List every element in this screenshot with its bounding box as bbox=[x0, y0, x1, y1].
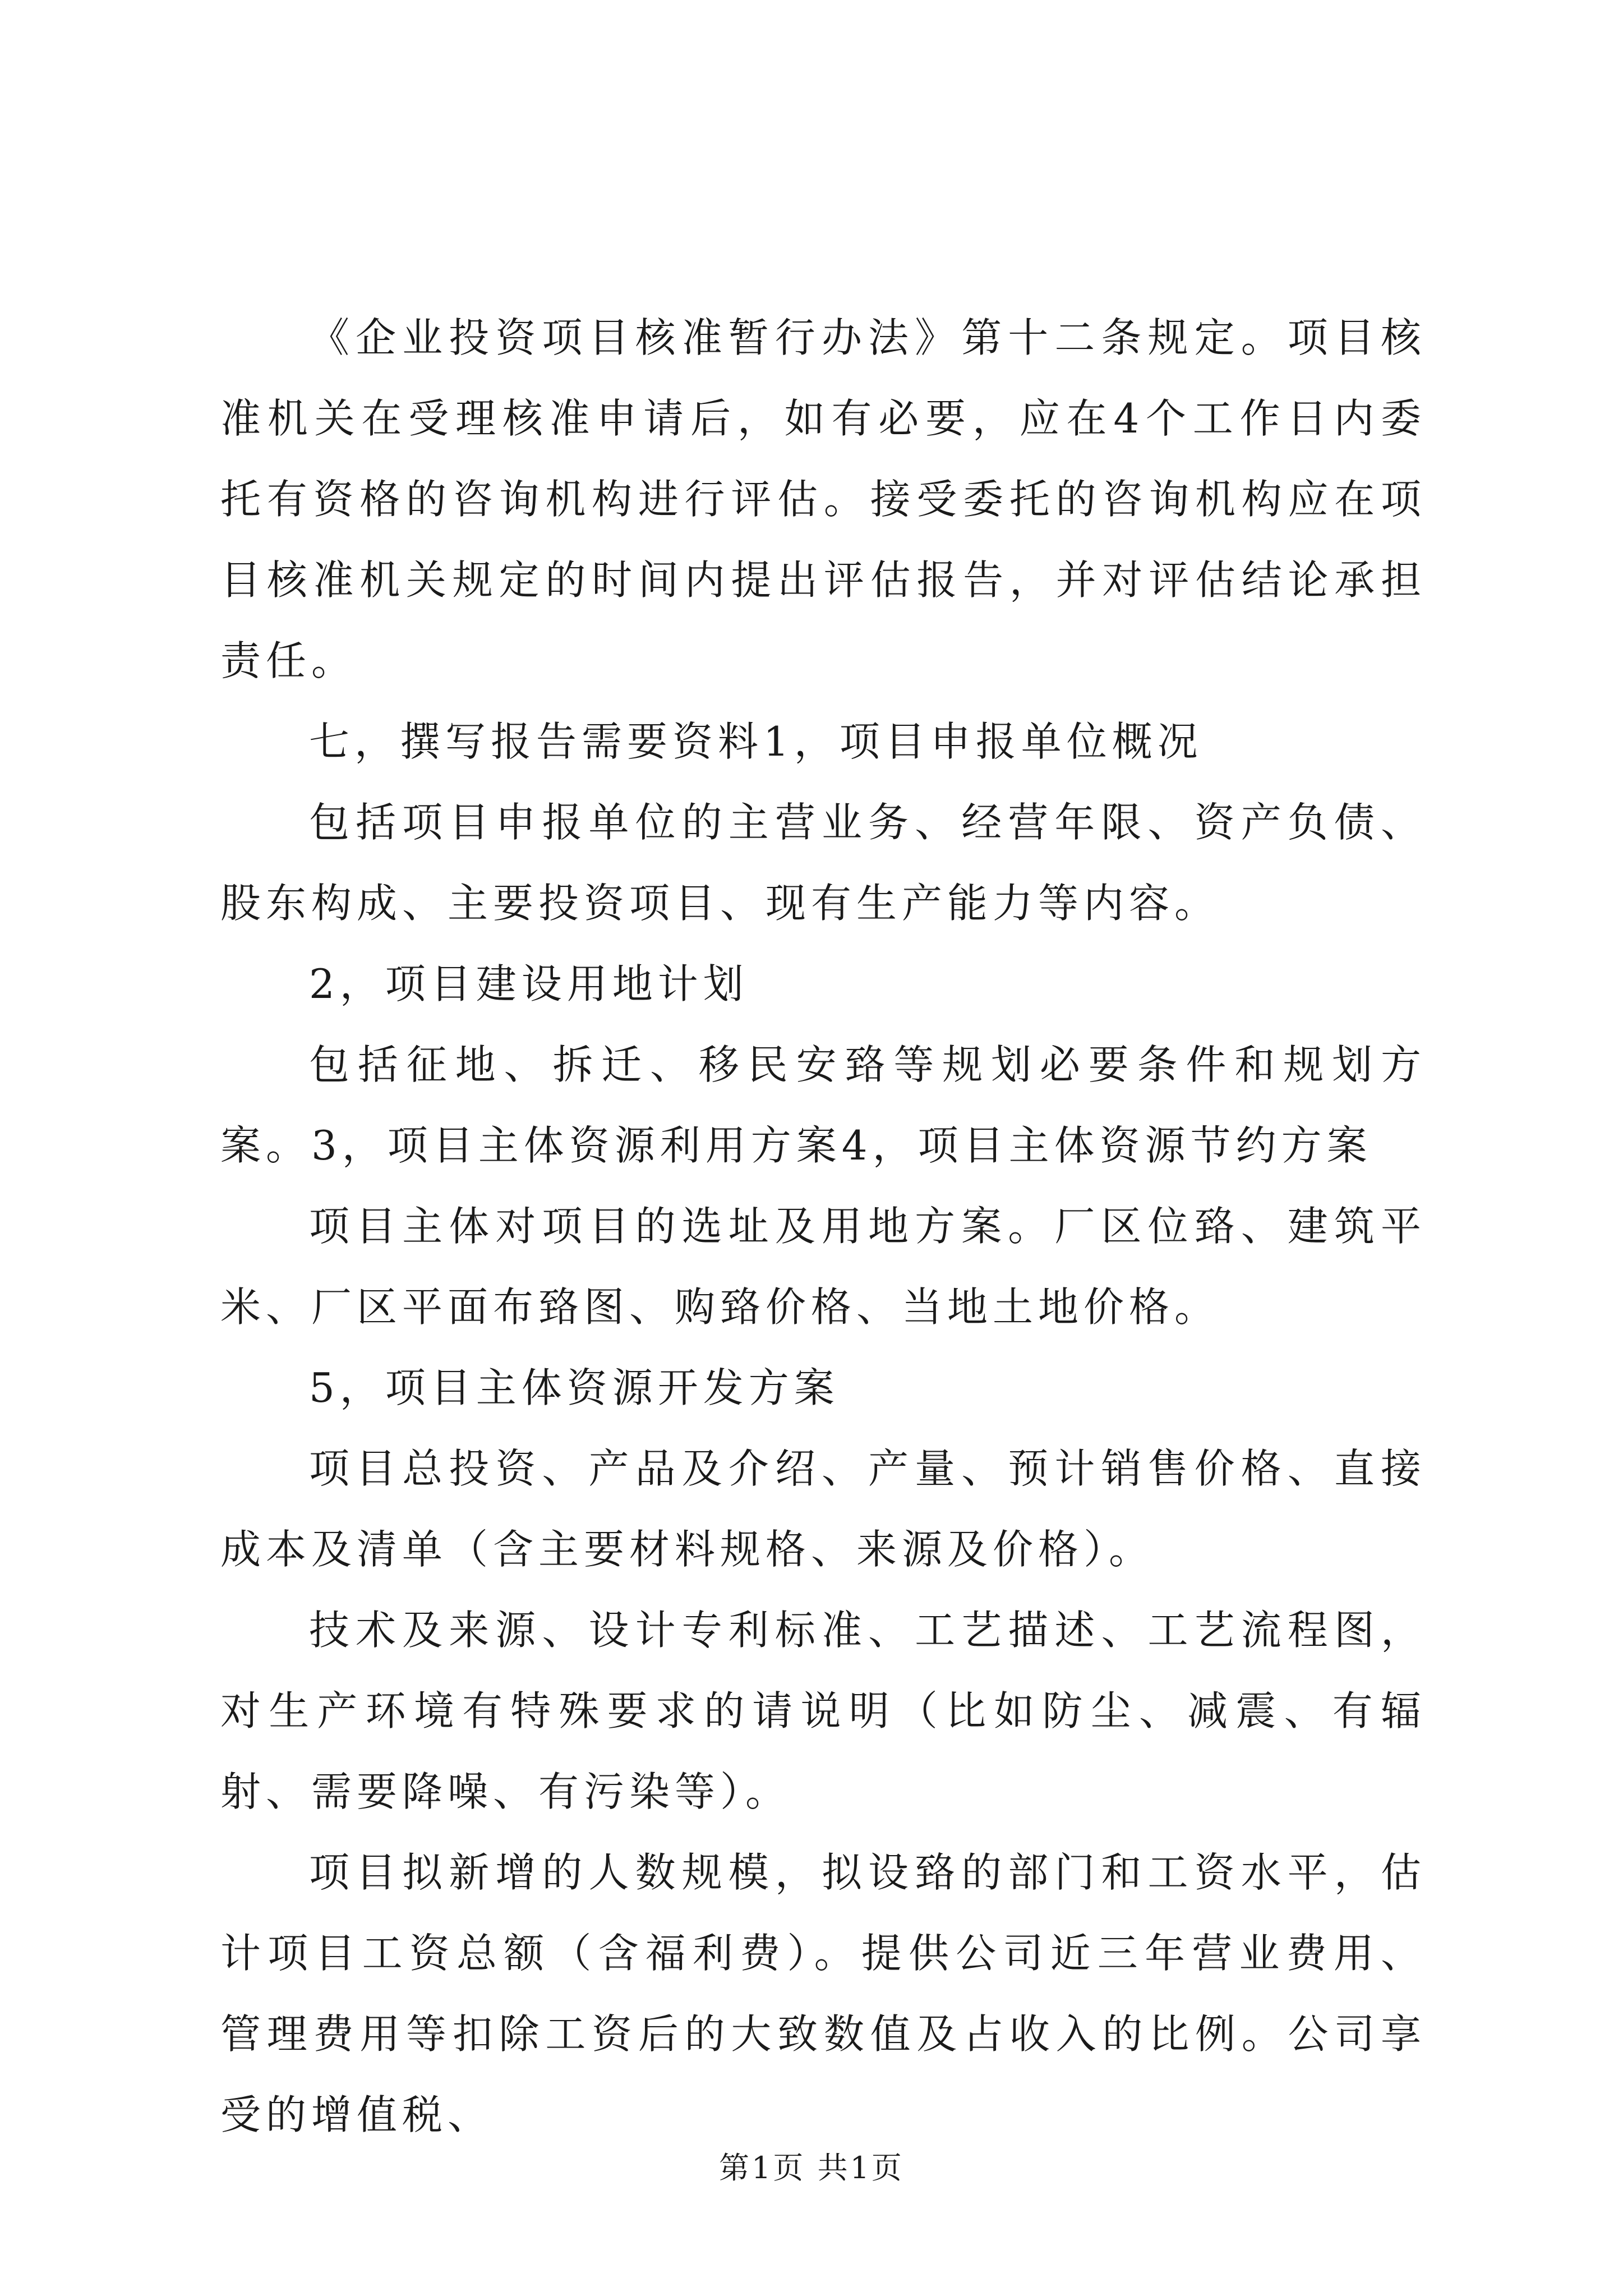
paragraph-1: 《企业投资项目核准暂行办法》第十二条规定。项目核准机关在受理核准申请后，如有必要，应在4个工作日内委托有资格的咨询机构进行评估。接受委托的咨询机构应在项目核准机关规定的时间内提出评估报告，并对评估结论承担责任。 bbox=[220, 314, 1426, 684]
document-body bbox=[220, 297, 1426, 2155]
paragraph-2: 七，撰写报告需要资料1，项目申报单位概况 bbox=[309, 718, 1203, 765]
paragraph-8: 项目总投资、产品及介绍、产量、预计销售价格、直接成本及清单（含主要材料规格、来源及价格）。 bbox=[220, 1445, 1426, 1573]
paragraph-5: 包括征地、拆迁、移民安臵等规划必要条件和规划方案。3，项目主体资源利用方案4，项目主体资源节约方案 bbox=[220, 1041, 1426, 1169]
paragraph-3: 包括项目申报单位的主营业务、经营年限、资产负债、股东构成、主要投资项目、现有生产能力等内容。 bbox=[220, 799, 1426, 927]
paragraph-6: 项目主体对项目的选址及用地方案。厂区位臵、建筑平米、厂区平面布臵图、购臵价格、当地土地价格。 bbox=[220, 1203, 1426, 1331]
paragraph-7: 5，项目主体资源开发方案 bbox=[309, 1364, 840, 1411]
paragraph-9: 技术及来源、设计专利标准、工艺描述、工艺流程图，对生产环境有特殊要求的请说明（比如防尘、减震、有辐射、需要降噪、有污染等）。 bbox=[220, 1607, 1426, 1815]
paragraph-10: 项目拟新增的人数规模，拟设臵的部门和工资水平，估计项目工资总额（含福利费）。提供公司近三年营业费用、管理费用等扣除工资后的大致数值及占收入的比例。公司享受的增值税、 bbox=[220, 1849, 1426, 2138]
page-footer: 第1页 共1页 bbox=[719, 2150, 904, 2185]
paragraph-4: 2，项目建设用地计划 bbox=[309, 960, 749, 1007]
